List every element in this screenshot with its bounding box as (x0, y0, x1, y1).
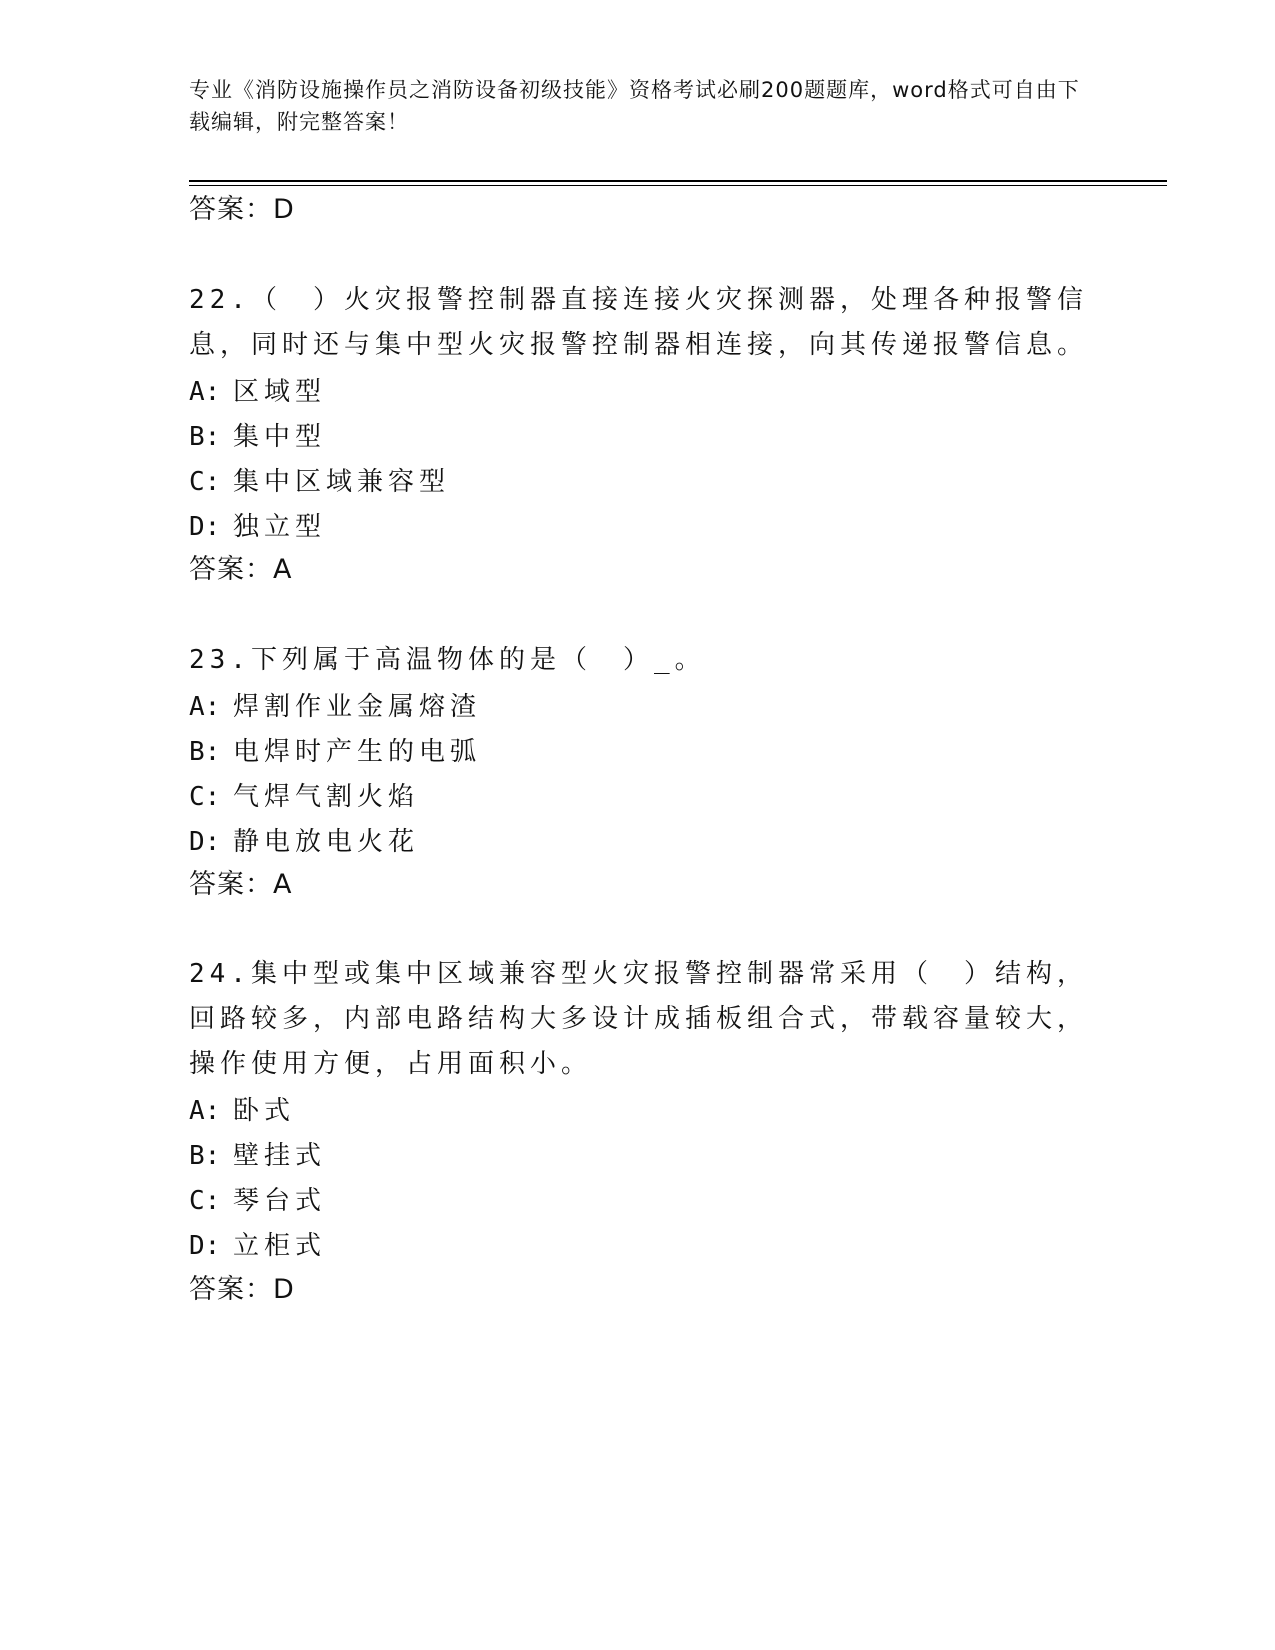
question-23-option-b (189, 735, 481, 769)
option-text: 集中型 (233, 422, 327, 452)
question-24-answer: 答案：D (189, 1274, 295, 1305)
option-letter: B: (189, 422, 221, 452)
question-23-option-a (189, 690, 481, 724)
question-22-option-a (189, 375, 326, 409)
option-letter: D: (189, 512, 221, 542)
question-22-option-d (189, 510, 326, 544)
option-letter: C: (189, 1186, 221, 1216)
option-text: 琴台式 (233, 1186, 327, 1216)
question-22-stem: 22.（ ）火灾报警控制器直接连接火灾探测器，处理各种报警信息，同时还与集中型火灾报警控制器相连接，向其传递报警信息。 (189, 285, 1089, 360)
option-letter: B: (189, 1141, 221, 1171)
option-text: 静电放电火花 (233, 827, 420, 857)
question-24-option-c (189, 1184, 326, 1218)
option-letter: C: (189, 467, 221, 497)
option-letter: C: (189, 782, 221, 812)
option-text: 电焊时产生的电弧 (233, 737, 482, 767)
option-text: 集中区域兼容型 (233, 467, 451, 497)
question-24-option-a (189, 1094, 295, 1128)
option-letter: A: (189, 1096, 221, 1126)
question-23-option-c (189, 780, 419, 814)
option-text: 卧式 (233, 1096, 296, 1126)
question-23-option-d (189, 825, 419, 859)
option-text: 壁挂式 (233, 1141, 327, 1171)
option-letter: B: (189, 737, 221, 767)
question-23-answer: 答案：A (189, 869, 293, 900)
previous-answer: 答案：D (189, 194, 295, 225)
question-23-stem: 23.下列属于高温物体的是（ ）_。 (189, 645, 706, 675)
option-letter: D: (189, 827, 221, 857)
question-22-option-c (189, 465, 450, 499)
document-header: 专业《消防设施操作员之消防设备初级技能》资格考试必刷200题题库，word格式可自由下载编辑，附完整答案！ (189, 78, 1080, 134)
option-letter: A: (189, 377, 221, 407)
option-text: 独立型 (233, 512, 327, 542)
question-22-answer: 答案：A (189, 554, 293, 585)
question-24-stem: 24.集中型或集中区域兼容型火灾报警控制器常采用（ ）结构，回路较多，内部电路结构大多设计成插板组合式，带载容量较大，操作使用方便，占用面积小。 (189, 959, 1089, 1079)
question-22-option-b (189, 420, 326, 454)
option-letter: D: (189, 1231, 221, 1261)
header-rule-top (189, 180, 1167, 182)
header-rule-bottom (189, 185, 1167, 186)
question-24-option-b (189, 1139, 326, 1173)
option-text: 立柜式 (233, 1231, 327, 1261)
question-24-option-d (189, 1229, 326, 1263)
option-letter: A: (189, 692, 221, 722)
option-text: 气焊气割火焰 (233, 782, 420, 812)
option-text: 区域型 (233, 377, 327, 407)
option-text: 焊割作业金属熔渣 (233, 692, 482, 722)
